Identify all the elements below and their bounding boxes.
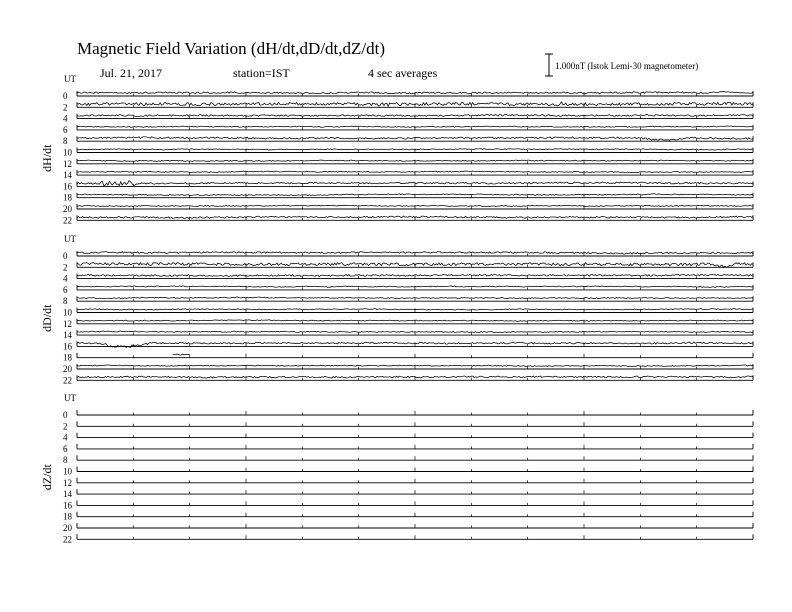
hour-label: 0 xyxy=(63,251,68,261)
hour-label: 16 xyxy=(63,500,72,511)
row-0 xyxy=(63,91,753,101)
chart-title: Magnetic Field Variation (dH/dt,dD/dt,dZ/dt) xyxy=(77,39,386,58)
row-16 xyxy=(63,181,753,192)
scale-bar-label: 1.000nT (Istok Lemi-30 magnetometer) xyxy=(555,61,699,71)
row-4 xyxy=(63,114,753,124)
panel-label: dZ/dt xyxy=(40,464,54,491)
hour-label: 12 xyxy=(63,158,72,169)
row-20 xyxy=(63,364,753,374)
hour-label: 6 xyxy=(63,443,68,454)
hour-label: 10 xyxy=(63,466,72,477)
row-12 xyxy=(63,478,753,488)
panel-dz-dt xyxy=(40,393,753,544)
scale-bar xyxy=(545,54,698,76)
hour-label: 8 xyxy=(63,296,68,307)
hour-label: 0 xyxy=(63,410,68,420)
panel-label: dH/dt xyxy=(40,144,54,172)
panel-label: dD/dt xyxy=(40,304,54,332)
hour-label: 6 xyxy=(63,124,68,135)
trace-line xyxy=(173,354,190,355)
row-20 xyxy=(63,523,753,533)
panels xyxy=(40,74,753,544)
hour-label: 10 xyxy=(63,307,72,318)
row-8 xyxy=(63,455,753,465)
row-2 xyxy=(63,102,753,112)
row-18 xyxy=(63,512,753,522)
hour-label: 8 xyxy=(63,455,68,466)
row-16 xyxy=(63,500,753,510)
row-22 xyxy=(63,534,753,544)
row-20 xyxy=(63,204,753,214)
row-8 xyxy=(63,136,753,146)
row-6 xyxy=(63,125,753,135)
row-10 xyxy=(63,467,753,477)
row-18 xyxy=(63,353,753,363)
hour-label: 12 xyxy=(63,477,72,488)
row-6 xyxy=(63,285,753,295)
hour-label: 6 xyxy=(63,284,68,295)
ut-label: UT xyxy=(64,234,76,244)
hour-label: 18 xyxy=(63,192,72,203)
row-12 xyxy=(63,319,753,329)
hour-label: 14 xyxy=(63,170,72,181)
row-0 xyxy=(63,251,753,261)
row-14 xyxy=(63,170,753,180)
hour-label: 22 xyxy=(63,534,72,545)
hour-label: 16 xyxy=(63,341,72,352)
panel-dh-dt xyxy=(40,74,753,225)
row-0 xyxy=(63,410,753,420)
hour-label: 18 xyxy=(63,511,72,522)
hour-label: 2 xyxy=(63,102,68,113)
row-16 xyxy=(63,341,753,351)
hour-label: 22 xyxy=(63,375,72,386)
row-2 xyxy=(63,421,753,431)
row-10 xyxy=(63,308,753,318)
hour-label: 22 xyxy=(63,215,72,226)
hour-label: 18 xyxy=(63,352,72,363)
panel-dd-dt xyxy=(40,234,753,385)
hour-label: 16 xyxy=(63,181,72,192)
station-label: station=IST xyxy=(233,66,290,80)
hour-label: 14 xyxy=(63,489,72,500)
averaging-label: 4 sec averages xyxy=(368,66,438,80)
hour-label: 20 xyxy=(63,364,72,374)
trace-line xyxy=(77,92,753,94)
row-2 xyxy=(63,262,753,272)
hour-label: 8 xyxy=(63,136,68,147)
hour-label: 14 xyxy=(63,330,72,341)
row-4 xyxy=(63,274,753,284)
ut-label: UT xyxy=(64,74,76,84)
row-14 xyxy=(63,330,753,340)
row-4 xyxy=(63,433,753,443)
row-22 xyxy=(63,215,753,225)
hour-label: 4 xyxy=(63,273,68,284)
row-14 xyxy=(63,489,753,499)
hour-label: 4 xyxy=(63,432,68,443)
hour-label: 2 xyxy=(63,262,68,273)
hour-label: 20 xyxy=(63,523,72,533)
row-8 xyxy=(63,296,753,306)
ut-label: UT xyxy=(64,393,76,403)
hour-label: 0 xyxy=(63,91,68,101)
row-12 xyxy=(63,159,753,169)
hour-label: 12 xyxy=(63,318,72,329)
row-22 xyxy=(63,375,753,385)
hour-label: 2 xyxy=(63,421,68,432)
date-label: Jul. 21, 2017 xyxy=(100,66,163,80)
hour-label: 10 xyxy=(63,147,72,158)
row-18 xyxy=(63,193,753,203)
row-6 xyxy=(63,444,753,454)
hour-label: 20 xyxy=(63,204,72,214)
hour-label: 4 xyxy=(63,113,68,124)
row-10 xyxy=(63,148,753,158)
